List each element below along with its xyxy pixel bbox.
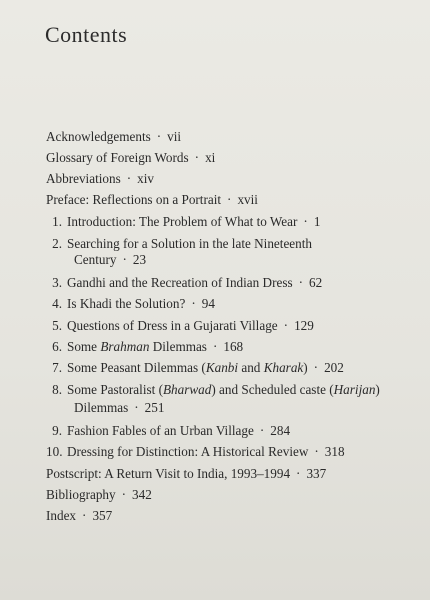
toc-chapter-1: 1. Introduction: The Problem of What to Wear · 1 <box>52 214 321 229</box>
toc-entry-postscript: Postscript: A Return Visit to India, 1993–1994 · 337 <box>46 466 327 481</box>
toc-entry-preface: Preface: Reflections on a Portrait · xvii <box>46 192 258 207</box>
toc-entry-bibliography: Bibliography · 342 <box>46 487 152 502</box>
toc-chapter-7: 7. Some Peasant Dilemmas (Kanbi and Kharak) · 202 <box>52 360 344 375</box>
toc-entry-acknowledgements: Acknowledgements · vii <box>46 129 182 144</box>
toc-chapter-5: 5. Questions of Dress in a Gujarati Village · 129 <box>52 318 314 333</box>
toc-chapter-3: 3. Gandhi and the Recreation of Indian Dress · 62 <box>52 275 323 290</box>
toc-entry-glossary: Glossary of Foreign Words · xi <box>46 150 216 165</box>
toc-chapter-10: 10. Dressing for Distinction: A Historical Review · 318 <box>46 444 345 459</box>
toc-entry-abbreviations: Abbreviations · xiv <box>46 171 154 186</box>
page-title: Contents <box>45 22 128 47</box>
toc-chapter-2: 2. Searching for a Solution in the late Nineteenth <box>52 236 312 251</box>
toc-chapter-8-continued: Dilemmas · 251 <box>74 400 165 415</box>
toc-chapter-9: 9. Fashion Fables of an Urban Village · 284 <box>52 423 291 438</box>
toc-chapter-6: 6. Some Brahman Dilemmas · 168 <box>52 339 244 354</box>
toc-chapter-4: 4. Is Khadi the Solution? · 94 <box>52 296 215 311</box>
toc-chapter-2-continued: Century · 23 <box>74 252 147 267</box>
toc-chapter-8: 8. Some Pastoralist (Bharwad) and Scheduled caste (Harijan) <box>52 382 380 397</box>
toc-entry-index: Index · 357 <box>46 508 113 523</box>
